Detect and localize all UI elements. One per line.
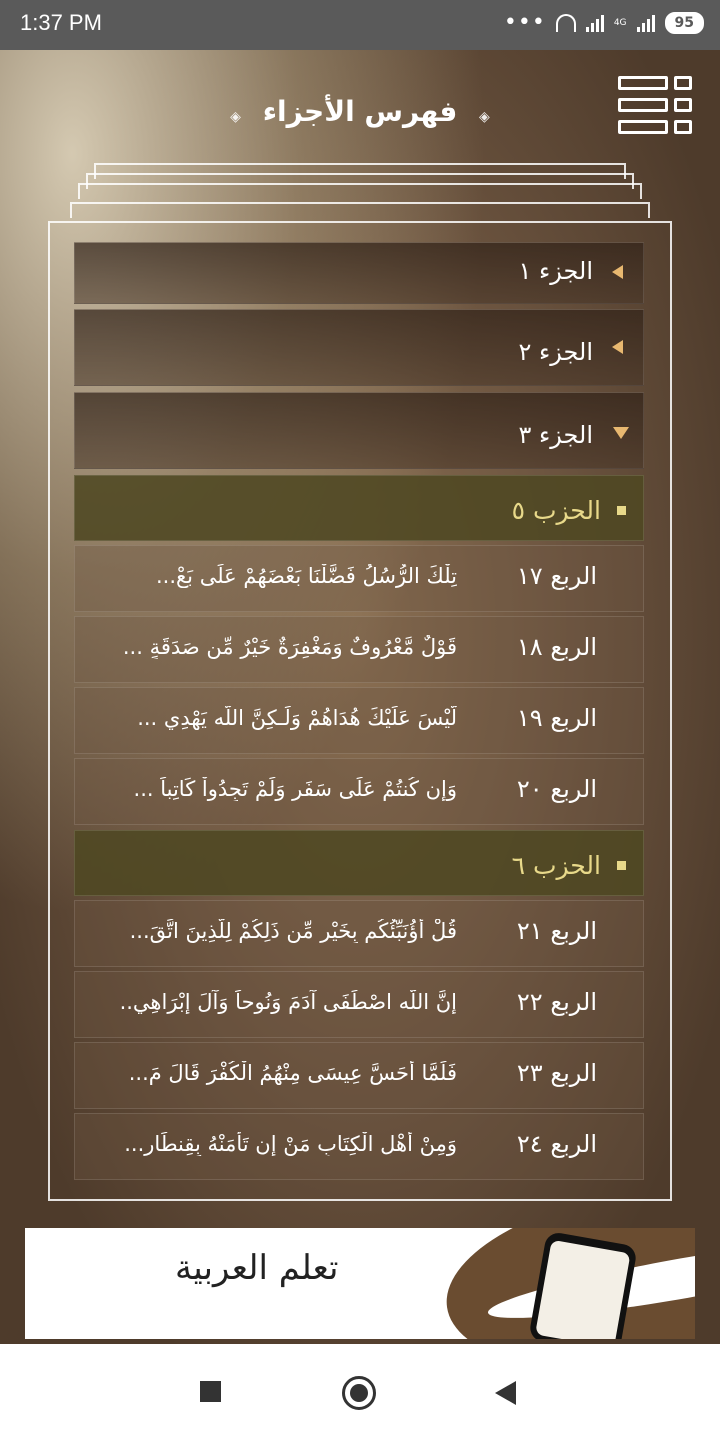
arrow-left-icon bbox=[612, 265, 623, 279]
hizb-header-6[interactable] bbox=[74, 830, 644, 896]
battery-icon: 95 bbox=[665, 12, 704, 34]
rub-label: الربع ٢٠ bbox=[516, 775, 597, 803]
headset-icon bbox=[556, 14, 576, 32]
square-bullet-icon bbox=[617, 506, 626, 515]
status-time: 1:37 PM bbox=[20, 10, 102, 35]
rub-item-19[interactable] bbox=[74, 687, 644, 754]
page-title-text: فهرس الأجزاء bbox=[262, 95, 458, 128]
rub-verse: فَلَمَّا أَحَسَّ عِيسَى مِنْهُمُ الْكُفْرَ قَالَ مَ... bbox=[128, 1061, 457, 1085]
rub-verse: إِنَّ اللَّه اصْطَفَى آدَمَ وَنُوحاً وَآلَ إِبْرَاهِي.. bbox=[119, 990, 457, 1014]
rub-verse: وَإِن كُنتُمْ عَلَى سَفَرٍ وَلَمْ تَجِدُواْ كَاتِباً ... bbox=[133, 777, 457, 801]
status-icons bbox=[504, 12, 704, 34]
arrow-left-icon bbox=[612, 340, 623, 354]
rub-label: الربع ٢١ bbox=[516, 917, 597, 945]
rub-verse: تِلْكَ الرُّسُلُ فَضَّلْنَا بَعْضَهُمْ عَلَى بَعْ... bbox=[155, 564, 457, 588]
ad-banner[interactable] bbox=[25, 1228, 695, 1339]
juz-item-2[interactable] bbox=[74, 309, 644, 386]
juz-label: الجزء ١ bbox=[518, 257, 593, 285]
rub-item-22[interactable] bbox=[74, 971, 644, 1038]
network-type: 4G bbox=[613, 17, 627, 28]
back-triangle-icon[interactable] bbox=[495, 1381, 516, 1405]
ad-phone-image bbox=[528, 1231, 638, 1339]
juz-item-3[interactable] bbox=[74, 392, 644, 469]
list-menu-icon[interactable] bbox=[616, 74, 694, 136]
rub-verse: قُلْ أَؤُنَبِّئُكُم بِخَيْرٍ مِّن ذَلِكُمْ لِلَّذِينَ اتَّقَ... bbox=[129, 919, 457, 943]
juz-label: الجزء ٣ bbox=[518, 421, 593, 449]
rub-verse: لَّيْسَ عَلَيْكَ هُدَاهُمْ وَلَـكِنَّ اللَّه يَهْدِي ... bbox=[137, 706, 457, 730]
title-ornament-left-icon: ◈ bbox=[230, 109, 241, 125]
title-ornament-right-icon: ◈ bbox=[479, 109, 490, 125]
home-circle-icon[interactable] bbox=[342, 1376, 376, 1410]
rub-item-23[interactable] bbox=[74, 1042, 644, 1109]
rub-label: الربع ١٧ bbox=[516, 562, 597, 590]
rub-label: الربع ٢٢ bbox=[516, 988, 597, 1016]
rub-label: الربع ٢٤ bbox=[516, 1130, 597, 1158]
hizb-header-5[interactable] bbox=[74, 475, 644, 541]
rub-label: الربع ١٩ bbox=[516, 704, 597, 732]
rub-item-17[interactable] bbox=[74, 545, 644, 612]
more-notifications-icon: ••• bbox=[503, 10, 546, 35]
rub-item-21[interactable] bbox=[74, 900, 644, 967]
square-bullet-icon bbox=[617, 861, 626, 870]
rub-label: الربع ٢٣ bbox=[516, 1059, 597, 1087]
rub-item-20[interactable] bbox=[74, 758, 644, 825]
rub-item-18[interactable] bbox=[74, 616, 644, 683]
juz-item-1[interactable] bbox=[74, 242, 644, 304]
page-title bbox=[0, 95, 720, 128]
rub-item-24[interactable] bbox=[74, 1113, 644, 1180]
ad-logo-text: تعلم العربية bbox=[175, 1248, 339, 1288]
rub-verse: قَوْلٌ مَّعْرُوفٌ وَمَغْفِرَةٌ خَيْرٌ مِّن صَدَقَةٍ ... bbox=[122, 635, 457, 659]
signal-icon-2 bbox=[637, 14, 655, 32]
status-bar bbox=[0, 0, 720, 50]
hizb-label: الحزب ٦ bbox=[511, 851, 601, 880]
signal-icon bbox=[586, 14, 604, 32]
juz-label: الجزء ٢ bbox=[518, 338, 593, 366]
rub-verse: وَمِنْ أَهْلِ الْكِتَابِ مَنْ إِن تَأْمَنْهُ بِقِنطَارٍ... bbox=[124, 1132, 457, 1156]
rub-label: الربع ١٨ bbox=[516, 633, 597, 661]
hizb-label: الحزب ٥ bbox=[511, 496, 601, 525]
arrow-down-icon bbox=[613, 427, 629, 439]
recent-apps-square-icon[interactable] bbox=[200, 1381, 221, 1402]
system-nav-bar bbox=[0, 1344, 720, 1440]
